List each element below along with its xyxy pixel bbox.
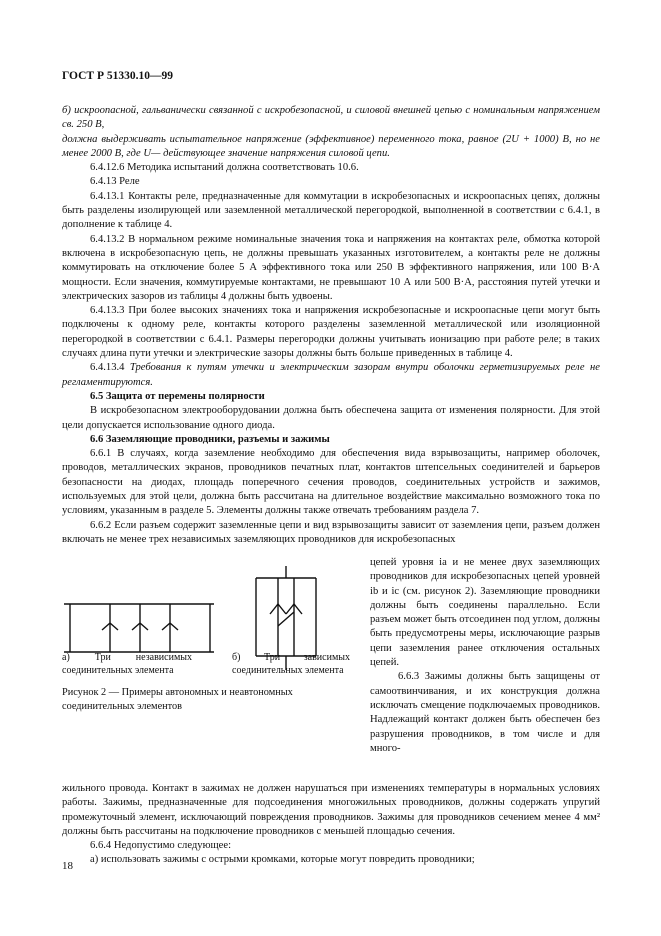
paragraph: 6.6.4 Недопустимо следующее: [90, 840, 232, 852]
section-heading-grounding: 6.6 Заземляющие проводники, разъемы и зажимы [90, 433, 330, 445]
clause-text: Требования к путям утечки и электрическим зазорам внутри оболочки герметизируемых реле не регламентируются. [62, 362, 600, 388]
figure-2a-diagram [64, 594, 214, 658]
top-text-block [62, 104, 600, 547]
right-column-text [370, 556, 600, 756]
figure-2-title: Рисунок 2 — Примеры автономных и неавтономных соединительных элементов [62, 687, 293, 712]
paragraph: должна выдерживать испытательное напряжение (эффективное) переменного тока, равное (2U + 1000) В, но не менее 2000 В, где U— действующее значение напряжения силовой цепи. [62, 133, 600, 159]
bottom-text-block [62, 782, 600, 868]
paragraph: 6.4.13.3 При более высоких значениях тока и напряжения искробезопасные и искроопасные цепи могут быть подключены к одному реле, контакты которого разделены заземленной металлической или изоляционной перегородкой в соответствии с 6.4.1. Размеры перегородки должны учитывать ионизацию при работе реле; в таких случаях длина пути утечки и электрические зазоры должны быть больше приведенных в таблице 4. [62, 305, 600, 360]
figure-2b-caption: б) Три зависимых соединительных элемента [232, 652, 350, 676]
paragraph: б) искроопасной, гальванически связанной с искробезопасной, и силовой внешней цепью с номинальным напряжением св. 250 В, [62, 105, 600, 131]
paragraph: 6.6.1 В случаях, когда заземление необходимо для обеспечения вида взрывозащиты, например оболочек, проводов, металлических экранов, проводников печатных плат, контактов штепсельных соединителей и барьеров безопасности на диодах, площадь поперечного сечения проводов, соединительных устройств и зажимов, используемых для этой цели, должна быть рассчитана на длительное воздействие максимально возможного тока по условиям, указанным в разделе 5. Элементы должны также отвечать требованиям раздела 7. [62, 448, 600, 517]
paragraph: а) использовать зажимы с острыми кромками, которые могут повредить проводники; [90, 854, 475, 866]
standard-header: ГОСТ Р 51330.10—99 [62, 70, 173, 82]
paragraph: цепей уровня ia и не менее двух заземляющих проводников для искробезопасных цепей уровней ib и ic (см. рисунок 2). Заземляющие проводники должны быть соединены параллельно. Если разъем может быть отсоединен под углом, должны быть предусмотрены меры, исключающие разрыв цепи заземления ранее отключения остальных цепей. [370, 557, 600, 669]
figure-2a-caption: а) Три независимых соединительных элемента [62, 652, 192, 676]
paragraph: 6.4.12.6 Методика испытаний должна соответствовать 10.6. [90, 162, 359, 174]
paragraph: 6.4.13.1 Контакты реле, предназначенные для коммутации в искробезопасных и искроопасных цепях, должны быть разделены изолирующей или заземленной металлической перегородкой, выполненной в соответствии с 6.4.1, в дополнение к таблице 4. [62, 190, 600, 231]
section-heading-polarity: 6.5 Защита от перемены полярности [90, 390, 265, 402]
section-heading-relays: 6.4.13 Реле [90, 176, 140, 188]
page-number: 18 [62, 860, 73, 872]
paragraph: 6.4.13.2 В нормальном режиме номинальные значения тока и напряжения на контактах реле, обмотка которой включена в искробезопасную цепь, не должны превышать указанных изготовителем, а контакты реле не должны коммутировать на отключение более 5 А эффективного тока или 250 В эффективного напряжения, или 100 В·А мощности. Если значения, коммутируемые контактами, не превышают 10 А или 500 В·А, расстояния путей утечки и электрических зазоров из таблицы 4 должны быть удвоены. [62, 233, 600, 302]
paragraph [62, 361, 600, 390]
paragraph: 6.6.2 Если разъем содержит заземленные цепи и вид взрывозащиты зависит от заземления цепи, разъем должен включать не менее трех независимых заземляющих проводников для искробезопасных [62, 519, 600, 545]
paragraph: жильного провода. Контакт в зажимах не должен нарушаться при изменениях температуры в нормальных условиях работы. Зажимы, предназначенные для подсоединения многожильных проводников, должны содержать упругий промежуточный элемент, исключающий повреждения проводников. Зажимы для проводников сечением менее 4 мм² должны быть рассчитаны на подключение проводников с меньшей площадью сечения. [62, 783, 600, 837]
paragraph: В искробезопасном электрооборудовании должна быть обеспечена защита от изменения полярности. Для этой цели допускается использование одного диода. [62, 405, 600, 431]
clause-number: 6.4.13.4 [90, 362, 130, 374]
paragraph: 6.6.3 Зажимы должны быть защищены от самоотвинчивания, и их конструкция должна исключать смещение подключаемых проводников. Надлежащий контакт должен быть обеспечен без разрушения проводников, в том числе и для много- [370, 671, 600, 754]
